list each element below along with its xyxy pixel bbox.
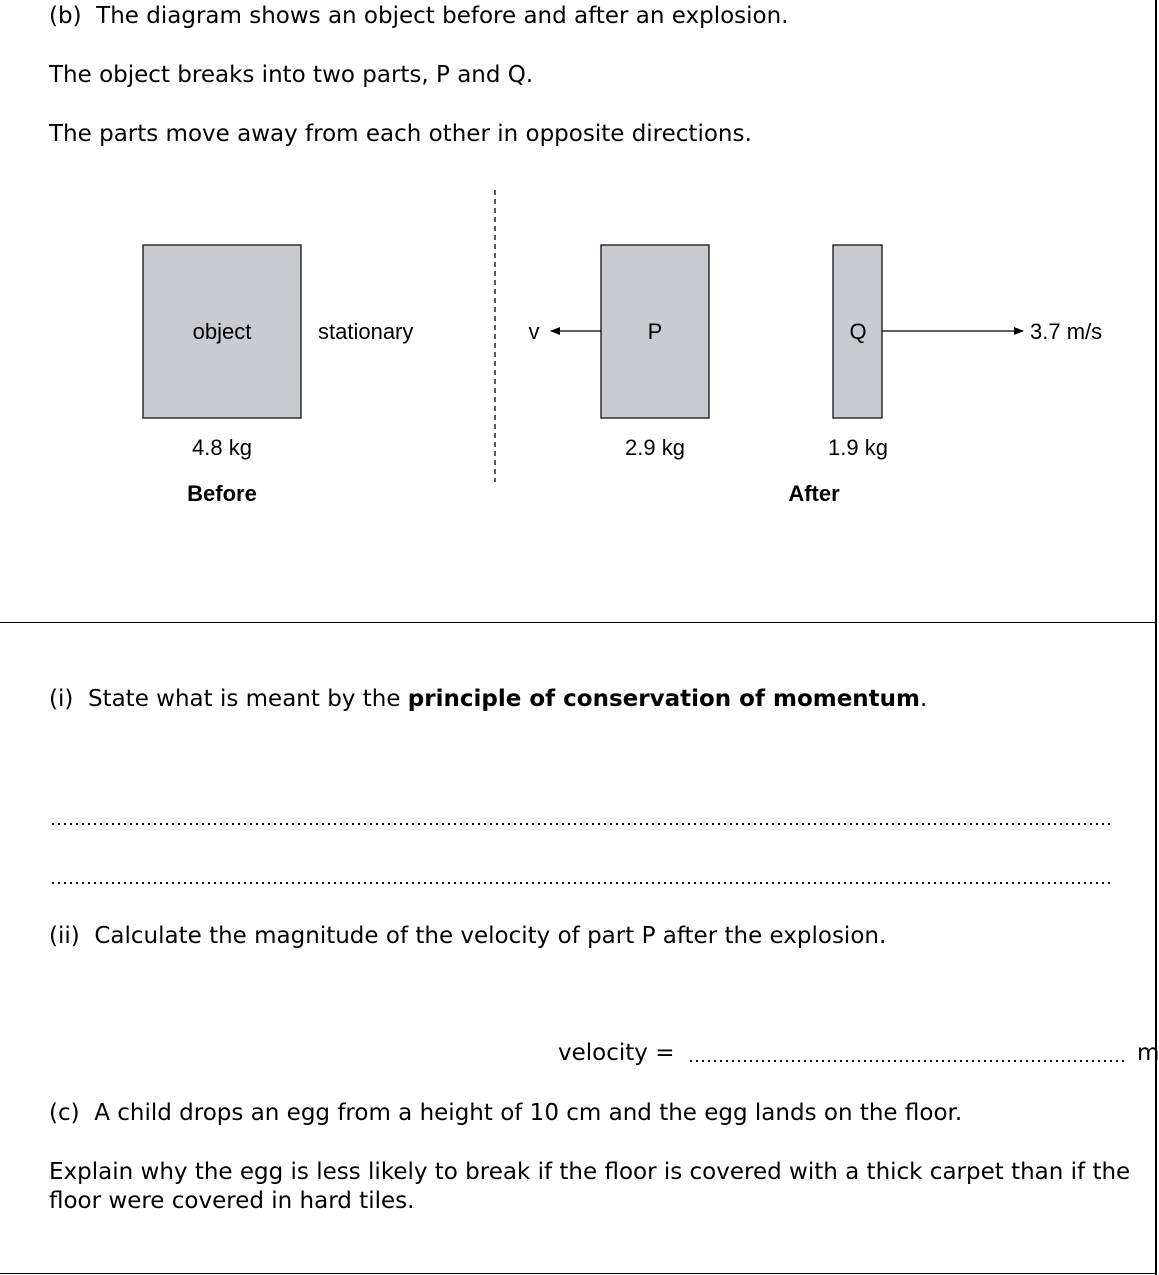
part-q-mass: 1.9 kg bbox=[828, 435, 888, 460]
velocity-answer-unit: m bbox=[1137, 1040, 1159, 1066]
part-b-intro: The diagram shows an object before and after an explosion. bbox=[96, 3, 789, 29]
stationary-label: stationary bbox=[318, 319, 414, 344]
velocity-answer-prefix: velocity = bbox=[558, 1040, 675, 1066]
explosion-diagram bbox=[0, 180, 1157, 520]
part-p-label: P bbox=[647, 319, 663, 344]
page-border-bottom bbox=[0, 1273, 1157, 1274]
answer-line-2[interactable] bbox=[50, 881, 1110, 885]
part-i-label: (i) bbox=[49, 686, 74, 712]
object-label: object bbox=[192, 319, 252, 344]
part-ii-label: (ii) bbox=[49, 923, 80, 949]
after-label: After bbox=[788, 481, 840, 506]
part-b-line-3: The parts move away from each other in opposite directions. bbox=[49, 121, 752, 147]
part-c-line-2: Explain why the egg is less likely to break if the floor is covered with a thick carpet than if the bbox=[49, 1159, 1131, 1185]
before-label: Before bbox=[187, 481, 257, 506]
part-i-prefix: State what is meant by the bbox=[87, 686, 408, 712]
part-i-suffix: . bbox=[920, 686, 928, 712]
page-divider bbox=[0, 622, 1157, 623]
answer-line-1[interactable] bbox=[50, 822, 1110, 826]
part-c-line-1 bbox=[49, 1099, 962, 1128]
object-mass: 4.8 kg bbox=[192, 435, 252, 460]
part-c-intro: A child drops an egg from a height of 10 cm and the egg lands on the floor. bbox=[94, 1100, 963, 1126]
velocity-answer-line[interactable] bbox=[688, 1059, 1128, 1063]
p-velocity-label: v bbox=[528, 319, 540, 344]
part-ii-question bbox=[49, 922, 886, 951]
part-i-bold-term: principle of conservation of momentum bbox=[407, 686, 921, 712]
part-b-line-2: The object breaks into two parts, P and Q. bbox=[49, 62, 534, 88]
part-b-label: (b) bbox=[49, 3, 82, 29]
part-q-label: Q bbox=[849, 319, 867, 344]
part-i-question bbox=[49, 685, 927, 714]
part-p-mass: 2.9 kg bbox=[625, 435, 685, 460]
part-b-line-1 bbox=[49, 2, 789, 31]
part-ii-text: Calculate the magnitude of the velocity of part P after the explosion. bbox=[94, 923, 887, 949]
part-c-line-3: floor were covered in hard tiles. bbox=[49, 1188, 415, 1214]
part-c-label: (c) bbox=[49, 1100, 80, 1126]
q-velocity-label: 3.7 m/s bbox=[1030, 319, 1103, 344]
